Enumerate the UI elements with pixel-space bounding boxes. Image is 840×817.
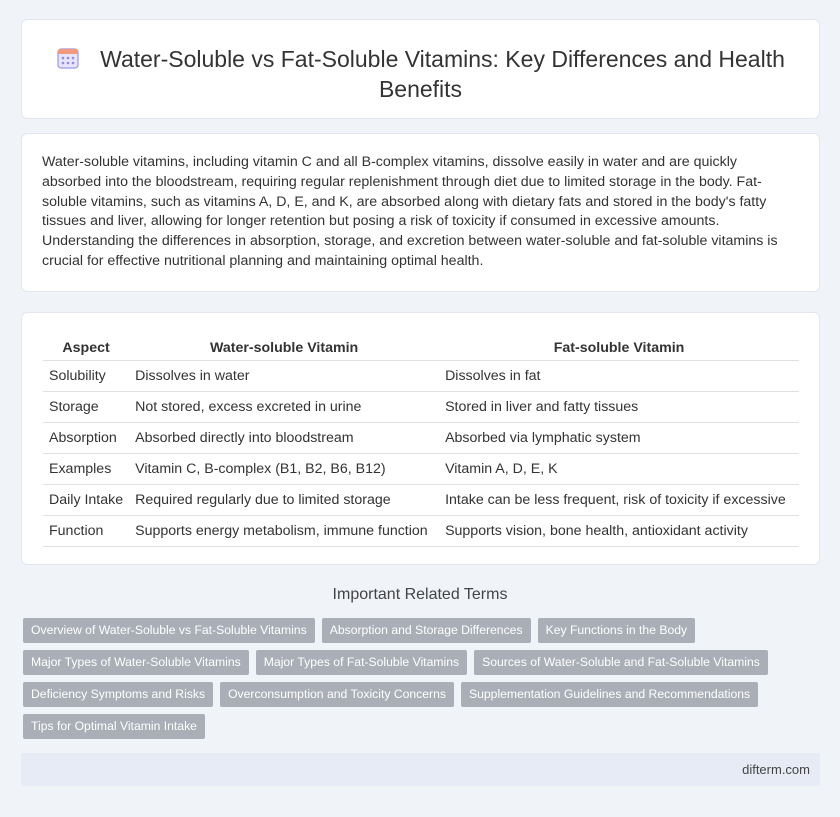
related-term-tag[interactable]: Key Functions in the Body [538, 618, 696, 643]
table-cell-aspect: Solubility [43, 360, 129, 391]
table-cell-aspect: Storage [43, 391, 129, 422]
table-cell-fat-soluble: Absorbed via lymphatic system [439, 422, 799, 453]
table-cell-water-soluble: Not stored, excess excreted in urine [129, 391, 439, 422]
table-cell-fat-soluble: Vitamin A, D, E, K [439, 453, 799, 484]
page-title: Water-Soluble vs Fat-Soluble Vitamins: Key Differences and Health Benefits [100, 46, 785, 102]
column-header-aspect: Aspect [43, 332, 129, 360]
related-term-tag[interactable]: Absorption and Storage Differences [322, 618, 531, 643]
table-cell-water-soluble: Supports energy metabolism, immune function [129, 515, 439, 546]
table-row [43, 360, 799, 391]
related-term-tag[interactable]: Major Types of Fat-Soluble Vitamins [256, 650, 467, 675]
header-card [21, 19, 820, 119]
footer [21, 753, 820, 786]
calendar-icon [56, 46, 80, 70]
table-row [43, 484, 799, 515]
table-cell-water-soluble: Required regularly due to limited storage [129, 484, 439, 515]
comparison-table [43, 332, 799, 547]
table-cell-aspect: Function [43, 515, 129, 546]
comparison-table-card [21, 312, 820, 565]
table-row [43, 453, 799, 484]
related-terms-tags [23, 618, 813, 746]
table-row [43, 422, 799, 453]
column-header-fat-soluble: Fat-soluble Vitamin [439, 332, 799, 360]
tag-row [23, 714, 813, 739]
related-term-tag[interactable]: Deficiency Symptoms and Risks [23, 682, 213, 707]
related-terms-heading: Important Related Terms [332, 586, 508, 603]
tag-row [23, 650, 813, 675]
table-cell-aspect: Daily Intake [43, 484, 129, 515]
intro-card [21, 133, 820, 292]
table-cell-water-soluble: Absorbed directly into bloodstream [129, 422, 439, 453]
related-term-tag[interactable]: Overconsumption and Toxicity Concerns [220, 682, 454, 707]
table-cell-water-soluble: Dissolves in water [129, 360, 439, 391]
related-term-tag[interactable]: Supplementation Guidelines and Recommendations [461, 682, 758, 707]
table-cell-fat-soluble: Supports vision, bone health, antioxidant activity [439, 515, 799, 546]
related-term-tag[interactable]: Sources of Water-Soluble and Fat-Soluble Vitamins [474, 650, 768, 675]
table-cell-fat-soluble: Dissolves in fat [439, 360, 799, 391]
table-cell-fat-soluble: Intake can be less frequent, risk of toxicity if excessive [439, 484, 799, 515]
page-title-container [22, 44, 819, 104]
column-header-water-soluble: Water-soluble Vitamin [129, 332, 439, 360]
table-cell-aspect: Examples [43, 453, 129, 484]
tag-row [23, 618, 813, 643]
table-row [43, 515, 799, 546]
related-term-tag[interactable]: Tips for Optimal Vitamin Intake [23, 714, 205, 739]
table-cell-water-soluble: Vitamin C, B-complex (B1, B2, B6, B12) [129, 453, 439, 484]
related-term-tag[interactable]: Overview of Water-Soluble vs Fat-Soluble Vitamins [23, 618, 315, 643]
intro-paragraph: Water-soluble vitamins, including vitamin C and all B-complex vitamins, dissolve easily in water and are quickly absorbed into the bloodstream, requiring regular replenishment through diet due to limited storage in the body. Fat-soluble vitamins, such as vitamins A, D, E, and K, are absorbed along with dietary fats and stored in the body's fatty tissues and liver, allowing for longer retention but posing a risk of toxicity if consumed in excessive amounts. Understanding the differences in absorption, storage, and excretion between water-soluble and fat-soluble vitamins is crucial for effective nutritional planning and maintaining optimal health. [42, 154, 778, 269]
related-term-tag[interactable]: Major Types of Water-Soluble Vitamins [23, 650, 249, 675]
tag-row [23, 682, 813, 707]
table-row [43, 391, 799, 422]
table-header-row [43, 332, 799, 360]
table-cell-aspect: Absorption [43, 422, 129, 453]
footer-site-link[interactable]: difterm.com [742, 762, 810, 777]
table-cell-fat-soluble: Stored in liver and fatty tissues [439, 391, 799, 422]
